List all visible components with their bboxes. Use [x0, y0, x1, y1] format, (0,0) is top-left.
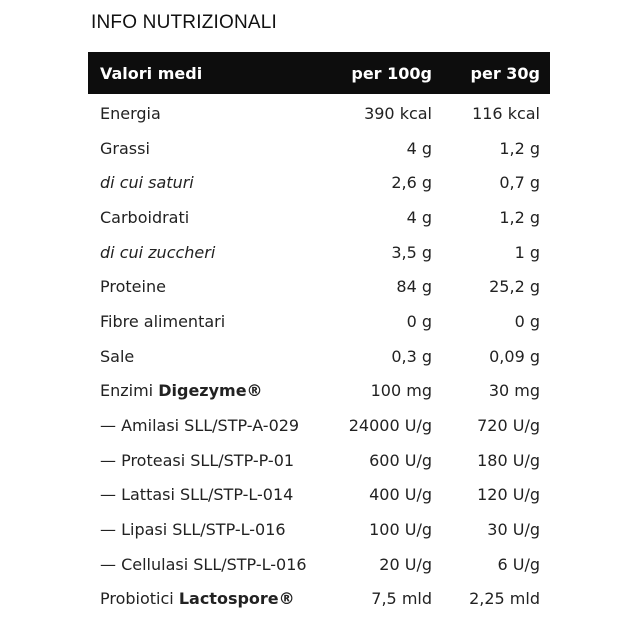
- table-row: [88, 512, 550, 547]
- row-value-100g: 84 g: [396, 277, 432, 297]
- row-value-30g: 120 U/g: [477, 485, 540, 505]
- header-per-30g: per 30g: [470, 63, 540, 83]
- table-row: [88, 582, 550, 617]
- row-label: Energia: [100, 103, 161, 123]
- table-row: [88, 374, 550, 409]
- row-label: [88, 381, 312, 400]
- brand-name: Digezyme®: [158, 381, 263, 401]
- table-header: [88, 52, 550, 94]
- header-per-100g: per 100g: [351, 63, 432, 83]
- row-value-100g: 390 kcal: [364, 103, 432, 123]
- row-label: — Lipasi SLL/STP-L-016: [100, 520, 286, 540]
- brand-name: Lactospore®: [178, 589, 295, 609]
- table-row: [88, 235, 550, 270]
- table-row: [88, 165, 550, 200]
- row-value-30g: 25,2 g: [489, 277, 540, 297]
- row-value-30g: 720 U/g: [477, 416, 540, 436]
- row-label: — Cellulasi SLL/STP-L-016: [100, 554, 307, 574]
- row-value-100g: 0,3 g: [391, 346, 432, 366]
- table-row: [88, 339, 550, 374]
- row-label: — Lattasi SLL/STP-L-014: [100, 485, 294, 505]
- row-label: Carboidrati: [100, 207, 190, 227]
- row-value-100g: 2,6 g: [391, 173, 432, 193]
- row-label: Fibre alimentari: [100, 311, 226, 331]
- row-label: Sale: [100, 346, 135, 366]
- table-row: [88, 478, 550, 513]
- row-value-30g: 1 g: [514, 242, 540, 262]
- row-value-100g: 100 mg: [370, 381, 432, 401]
- row-label: di cui zuccheri: [100, 242, 216, 262]
- header-label: Valori medi: [100, 63, 203, 83]
- row-label: di cui saturi: [100, 173, 194, 193]
- row-label-text: Probiotici: [100, 589, 179, 609]
- row-value-100g: 0 g: [406, 311, 432, 331]
- table-row: [88, 408, 550, 443]
- row-label: [88, 589, 312, 608]
- page-title: INFO NUTRIZIONALI: [91, 12, 278, 33]
- row-value-100g: 3,5 g: [391, 242, 432, 262]
- row-value-100g: 4 g: [406, 138, 432, 158]
- table-row: [88, 131, 550, 166]
- nutrition-table: [88, 52, 550, 616]
- row-value-100g: 20 U/g: [379, 554, 432, 574]
- row-value-30g: 1,2 g: [499, 138, 540, 158]
- row-value-100g: 24000 U/g: [348, 416, 432, 436]
- table-row: [88, 547, 550, 582]
- table-row: [88, 200, 550, 235]
- row-value-30g: 116 kcal: [472, 103, 540, 123]
- table-row: [88, 443, 550, 478]
- row-label: Grassi: [100, 138, 150, 158]
- row-value-100g: 7,5 mld: [371, 589, 432, 609]
- row-value-100g: 100 U/g: [369, 520, 432, 540]
- row-value-100g: 600 U/g: [369, 450, 432, 470]
- row-label-text: Enzimi: [100, 381, 159, 401]
- row-value-100g: 400 U/g: [369, 485, 432, 505]
- row-label: — Proteasi SLL/STP-P-01: [100, 450, 295, 470]
- row-value-30g: 6 U/g: [497, 554, 540, 574]
- row-value-30g: 1,2 g: [499, 207, 540, 227]
- row-value-30g: 0,7 g: [499, 173, 540, 193]
- table-body: [88, 94, 550, 616]
- row-value-30g: 30 U/g: [487, 520, 540, 540]
- row-value-30g: 0 g: [514, 311, 540, 331]
- row-value-30g: 0,09 g: [489, 346, 540, 366]
- row-label: Proteine: [100, 277, 166, 297]
- table-row: [88, 96, 550, 131]
- row-value-30g: 30 mg: [488, 381, 540, 401]
- row-value-30g: 180 U/g: [477, 450, 540, 470]
- table-row: [88, 269, 550, 304]
- row-label: — Amilasi SLL/STP-A-029: [100, 416, 300, 436]
- row-value-100g: 4 g: [406, 207, 432, 227]
- row-value-30g: 2,25 mld: [469, 589, 540, 609]
- table-row: [88, 304, 550, 339]
